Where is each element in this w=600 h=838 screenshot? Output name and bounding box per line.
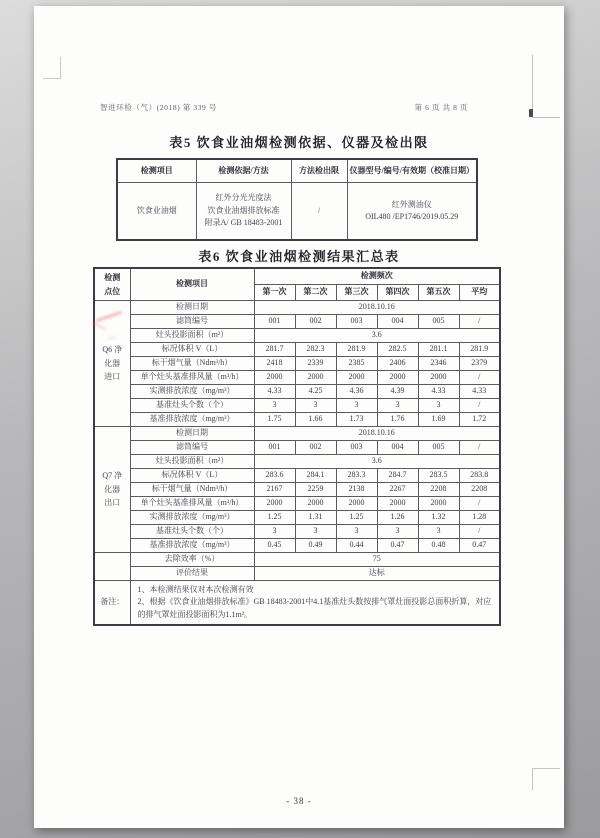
table6-data-row [94, 525, 500, 539]
row-label: 基准排放浓度（mg/m³） [130, 413, 254, 427]
value-cell: 003 [336, 315, 377, 329]
cell-instrument [347, 183, 477, 241]
row-label: 实测排放浓度（mg/m³） [130, 385, 254, 399]
value-cell: 4.33 [459, 385, 500, 399]
value-cell: 0.47 [459, 539, 500, 553]
value-cell: 003 [336, 441, 377, 455]
notes-text-line: 2、根据《饮食业油烟排放标准》GB 18483-2001中4.1基准灶头数按排气罩灶面投影总面积折算，对应的排气罩灶面投影面积为1.1m²。 [137, 597, 492, 619]
value-span: 达标 [254, 567, 500, 581]
value-cell: 001 [254, 441, 295, 455]
value-cell: 1.72 [459, 413, 500, 427]
value-cell: 283.6 [254, 469, 295, 483]
scan-ink-blob [529, 109, 533, 117]
value-cell: 4.33 [254, 385, 295, 399]
table6-results-summary [93, 267, 501, 626]
point-label-line: Q6 净 [102, 345, 123, 355]
col-header-point-line: 点位 [104, 286, 121, 296]
instrument-line: OIL480 /EP1746/2019.05.29 [365, 212, 459, 221]
value-cell: 1.69 [418, 413, 459, 427]
value-cell: 3 [254, 399, 295, 413]
value-cell: 3 [295, 525, 336, 539]
row-label: 标况体积 V（L） [130, 469, 254, 483]
row-label: 基准排放浓度（mg/m³） [130, 539, 254, 553]
row-label: 滤筒编号 [130, 441, 254, 455]
row-label: 标干烟气量（Ndm³/h） [130, 357, 254, 371]
point-label-line: Q7 净 [102, 471, 123, 481]
value-cell: / [459, 497, 500, 511]
value-cell: 2259 [295, 483, 336, 497]
value-cell: 281.7 [254, 343, 295, 357]
table6-data-row [94, 315, 500, 329]
col-header-frequency-n: 平均 [459, 285, 500, 301]
value-cell: 3 [418, 525, 459, 539]
value-cell: / [459, 525, 500, 539]
value-cell: 005 [418, 441, 459, 455]
value-cell: 2000 [418, 371, 459, 385]
value-cell: 3 [336, 525, 377, 539]
table6-data-row [94, 399, 500, 413]
value-cell: 284.1 [295, 469, 336, 483]
method-line: 附录A/ GB 18483-2001 [204, 218, 283, 228]
table5-data-row [117, 183, 477, 241]
value-cell: 1.32 [418, 511, 459, 525]
value-cell: 2379 [459, 357, 500, 371]
value-cell: 0.47 [377, 539, 418, 553]
point-empty [94, 553, 130, 581]
value-cell: / [459, 315, 500, 329]
value-cell: 2208 [418, 483, 459, 497]
value-cell: 282.3 [295, 343, 336, 357]
scan-corner-artifact-top-right [532, 55, 560, 118]
table5-detection-basis [116, 158, 478, 241]
table6-data-row [94, 539, 500, 553]
value-cell: 2000 [336, 497, 377, 511]
value-cell: 1.75 [254, 413, 295, 427]
value-cell: 1.28 [459, 511, 500, 525]
page-number: - 38 - [286, 796, 312, 806]
table6-header-row-1 [94, 268, 500, 285]
row-label: 去除效率（%） [130, 553, 254, 567]
table6-data-row [94, 497, 500, 511]
value-cell: 001 [254, 315, 295, 329]
value-cell: 002 [295, 315, 336, 329]
row-label: 标干烟气量（Ndm³/h） [130, 483, 254, 497]
value-cell: 0.48 [418, 539, 459, 553]
value-cell: / [459, 371, 500, 385]
table6-notes-row [94, 581, 500, 626]
value-cell: 2167 [254, 483, 295, 497]
table6-data-row [94, 343, 500, 357]
document-page [34, 6, 564, 828]
value-cell: 0.45 [254, 539, 295, 553]
value-cell: 2406 [377, 357, 418, 371]
row-label: 基准灶头个数（个） [130, 399, 254, 413]
cell-method [196, 183, 291, 241]
value-cell: 2000 [377, 371, 418, 385]
instrument-line: 红外测油仪 [391, 199, 432, 209]
point-label-line: 化器 [104, 484, 121, 494]
table6-data-row [94, 511, 500, 525]
table6-summary-row [94, 567, 500, 581]
col-header-frequency-n: 第一次 [254, 285, 295, 301]
row-label: 滤筒编号 [130, 315, 254, 329]
value-cell: 2000 [336, 371, 377, 385]
row-label: 检测日期 [130, 301, 254, 315]
value-cell: 004 [377, 441, 418, 455]
table6-summary-row [94, 553, 500, 567]
row-label: 标况体积 V（L） [130, 343, 254, 357]
value-span: 2018.10.16 [254, 301, 500, 315]
col-header-frequency: 检测频次 [254, 268, 500, 285]
value-cell: 1.26 [377, 511, 418, 525]
value-cell: 284.7 [377, 469, 418, 483]
value-cell: 2000 [377, 497, 418, 511]
value-cell: 283.3 [336, 469, 377, 483]
col-header-limit: 方法检出限 [291, 159, 347, 183]
value-cell: 2138 [336, 483, 377, 497]
table5-header-row [117, 159, 477, 183]
row-label: 评价结果 [130, 567, 254, 581]
value-cell: 281.1 [418, 343, 459, 357]
scan-corner-artifact-bottom-right [532, 768, 560, 790]
col-header-point-line: 检测 [104, 272, 121, 282]
col-header-frequency-n: 第五次 [418, 285, 459, 301]
value-cell: 281.9 [459, 343, 500, 357]
col-header-item: 检测项目 [117, 159, 196, 183]
table6-data-row [94, 483, 500, 497]
value-cell: 004 [377, 315, 418, 329]
value-cell: 0.49 [295, 539, 336, 553]
value-cell: 2000 [254, 371, 295, 385]
value-cell: 1.76 [377, 413, 418, 427]
value-cell: 2418 [254, 357, 295, 371]
value-span: 3.6 [254, 455, 500, 469]
table6-data-row [94, 385, 500, 399]
value-cell: 2346 [418, 357, 459, 371]
report-number: 智进环检（气）(2018) 第 339 号 [100, 103, 217, 112]
value-cell: 2000 [295, 497, 336, 511]
value-span: 75 [254, 553, 500, 567]
table6-data-row [94, 357, 500, 371]
point-label [94, 427, 130, 553]
table6-data-row [94, 329, 500, 343]
doc-header [100, 102, 468, 113]
value-cell: / [459, 399, 500, 413]
value-cell: 282.5 [377, 343, 418, 357]
value-cell: 3 [418, 399, 459, 413]
value-cell: 2000 [254, 497, 295, 511]
value-cell: 1.25 [336, 511, 377, 525]
col-header-frequency-n: 第四次 [377, 285, 418, 301]
table6-data-row [94, 455, 500, 469]
notes-text [130, 581, 500, 626]
value-cell: 2339 [295, 357, 336, 371]
table5-title: 表5 饮食业油烟检测依据、仪器及检出限 [169, 135, 429, 150]
notes-label: 备注： [94, 581, 130, 626]
row-label: 单个灶头基准排风量（m³/h） [130, 497, 254, 511]
row-label: 检测日期 [130, 427, 254, 441]
row-label: 灶头投影面积（m²） [130, 329, 254, 343]
table6-data-row [94, 301, 500, 315]
col-header-method: 检测依据/方法 [196, 159, 291, 183]
row-label: 灶头投影面积（m²） [130, 455, 254, 469]
value-cell: 2000 [418, 497, 459, 511]
scan-corner-artifact-top-left [43, 57, 61, 79]
value-cell: 2267 [377, 483, 418, 497]
value-cell: 2385 [336, 357, 377, 371]
value-cell: 4.33 [418, 385, 459, 399]
value-cell: 281.9 [336, 343, 377, 357]
row-label: 单个灶头基准排风量（m³/h） [130, 371, 254, 385]
value-cell: 4.39 [377, 385, 418, 399]
value-cell: 4.25 [295, 385, 336, 399]
col-header-item: 检测项目 [130, 268, 254, 301]
value-cell: 0.44 [336, 539, 377, 553]
value-cell: 2000 [295, 371, 336, 385]
value-cell: 002 [295, 441, 336, 455]
value-cell: 005 [418, 315, 459, 329]
notes-text-line: 1、本检测结果仅对本次检测有效 [137, 585, 254, 594]
value-span: 2018.10.16 [254, 427, 500, 441]
point-label [94, 301, 130, 427]
col-header-instrument: 仪器型号/编号/有效期（校准日期） [347, 159, 477, 183]
row-label: 实测排放浓度（mg/m³） [130, 511, 254, 525]
value-cell: 3 [295, 399, 336, 413]
value-cell: 283.8 [459, 469, 500, 483]
value-span: 3.6 [254, 329, 500, 343]
value-cell: 1.25 [254, 511, 295, 525]
value-cell: 1.66 [295, 413, 336, 427]
value-cell: 2208 [459, 483, 500, 497]
value-cell: 3 [377, 525, 418, 539]
point-label-line: 进口 [104, 372, 121, 382]
row-label: 基准灶头个数（个） [130, 525, 254, 539]
table6-data-row [94, 371, 500, 385]
value-cell: 3 [377, 399, 418, 413]
col-header-point [94, 268, 130, 301]
value-cell: 3 [254, 525, 295, 539]
table6-data-row [94, 441, 500, 455]
table6-data-row [94, 469, 500, 483]
method-line: 饮食业油烟排放标准 [207, 205, 280, 215]
cell-item: 饮食业油烟 [117, 183, 196, 241]
value-cell: 3 [336, 399, 377, 413]
col-header-frequency-n: 第三次 [336, 285, 377, 301]
point-label-line: 化器 [104, 358, 121, 368]
value-cell: 1.73 [336, 413, 377, 427]
method-line: 红外分光光度法 [215, 193, 272, 203]
table6-title: 表6 饮食业油烟检测结果汇总表 [198, 249, 400, 264]
cell-detection-limit: / [291, 183, 347, 241]
value-cell: 4.36 [336, 385, 377, 399]
table6-data-row [94, 427, 500, 441]
page-indicator: 第 6 页 共 8 页 [414, 103, 468, 112]
value-cell: 283.5 [418, 469, 459, 483]
col-header-frequency-n: 第二次 [295, 285, 336, 301]
table6-data-row [94, 413, 500, 427]
value-cell: / [459, 441, 500, 455]
value-cell: 1.31 [295, 511, 336, 525]
point-label-line: 出口 [104, 498, 121, 508]
